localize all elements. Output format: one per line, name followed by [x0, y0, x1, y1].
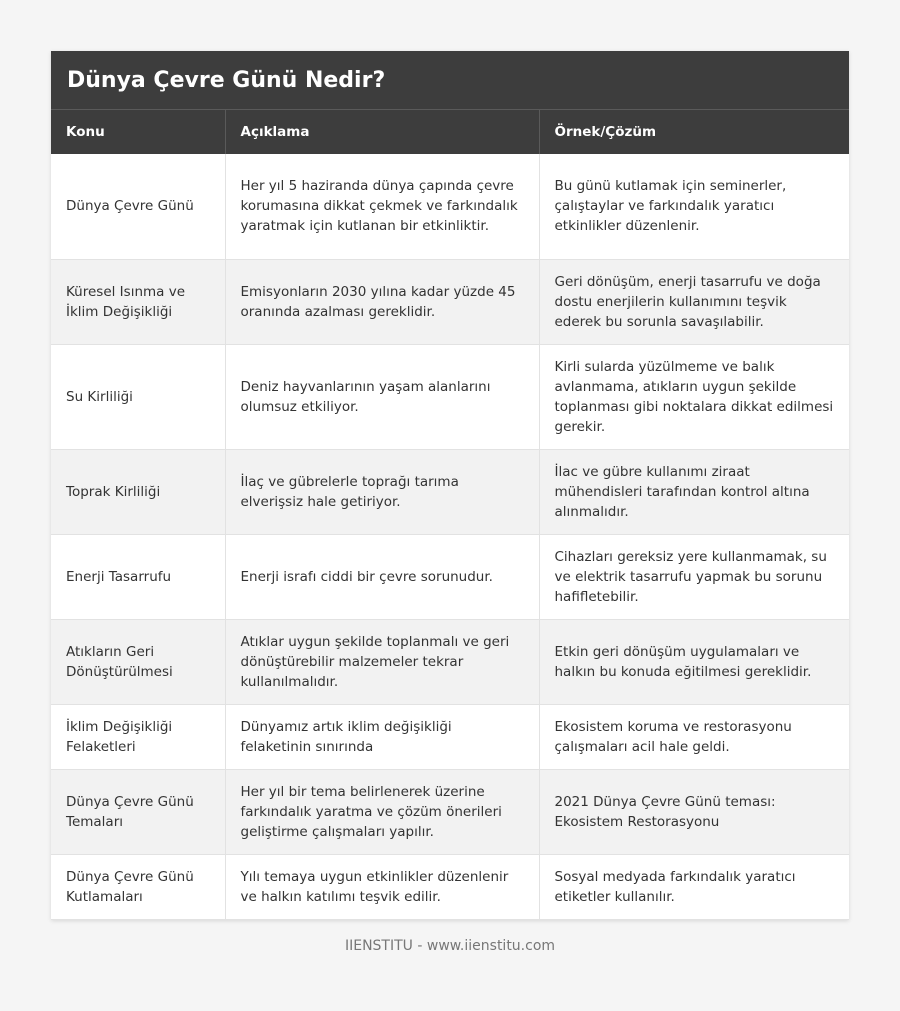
- cell-konu: Atıkların Geri Dönüştürülmesi: [51, 619, 225, 704]
- table-row: [51, 769, 849, 854]
- cell-ornek-cozum: Sosyal medyada farkındalık yaratıcı etiketler kullanılır.: [539, 854, 849, 919]
- table-row: [51, 259, 849, 344]
- cell-ornek-cozum: 2021 Dünya Çevre Günü teması: Ekosistem Restorasyonu: [539, 769, 849, 854]
- cell-konu: Küresel Isınma ve İklim Değişikliği: [51, 259, 225, 344]
- column-header-konu: Konu: [51, 110, 225, 154]
- table-row: [51, 344, 849, 449]
- footer-credit: IIENSTITU - www.iienstitu.com: [344, 938, 556, 954]
- table-row: [51, 534, 849, 619]
- cell-ornek-cozum: Geri dönüşüm, enerji tasarrufu ve doğa dostu enerjilerin kullanımını teşvik ederek bu sorunla savaşılabilir.: [539, 259, 849, 344]
- cell-ornek-cozum: Kirli sularda yüzülmeme ve balık avlanmama, atıkların uygun şekilde toplanması gibi noktalara dikkat edilmesi gerekir.: [539, 344, 849, 449]
- cell-aciklama: Yılı temaya uygun etkinlikler düzenlenir ve halkın katılımı teşvik edilir.: [225, 854, 539, 919]
- cell-aciklama: Her yıl bir tema belirlenerek üzerine farkındalık yaratma ve çözüm önerileri geliştirme çalışmaları yapılır.: [225, 769, 539, 854]
- cell-ornek-cozum: Ekosistem koruma ve restorasyonu çalışmaları acil hale geldi.: [539, 704, 849, 769]
- cell-konu: Dünya Çevre Günü Temaları: [51, 769, 225, 854]
- table-card: [51, 51, 849, 920]
- cell-aciklama: Deniz hayvanlarının yaşam alanlarını olumsuz etkiliyor.: [225, 344, 539, 449]
- page-title: Dünya Çevre Günü Nedir?: [67, 67, 386, 93]
- table-header-row: [51, 110, 849, 154]
- cell-ornek-cozum: Bu günü kutlamak için seminerler, çalıştaylar ve farkındalık yaratıcı etkinlikler düzenlenir.: [539, 154, 849, 259]
- cell-ornek-cozum: İlac ve gübre kullanımı ziraat mühendisleri tarafından kontrol altına alınmalıdır.: [539, 449, 849, 534]
- data-table: [51, 110, 849, 920]
- cell-konu: Su Kirliliği: [51, 344, 225, 449]
- table-row: [51, 854, 849, 919]
- table-row: [51, 619, 849, 704]
- column-header-ornek-cozum: Örnek/Çözüm: [539, 110, 849, 154]
- column-header-aciklama: Açıklama: [225, 110, 539, 154]
- cell-aciklama: Her yıl 5 haziranda dünya çapında çevre korumasına dikkat çekmek ve farkındalık yaratmak için kutlanan bir etkinliktir.: [225, 154, 539, 259]
- cell-konu: İklim Değişikliği Felaketleri: [51, 704, 225, 769]
- cell-aciklama: Dünyamız artık iklim değişikliği felaketinin sınırında: [225, 704, 539, 769]
- table-row: [51, 154, 849, 259]
- cell-konu: Enerji Tasarrufu: [51, 534, 225, 619]
- cell-konu: Dünya Çevre Günü Kutlamaları: [51, 854, 225, 919]
- cell-konu: Toprak Kirliliği: [51, 449, 225, 534]
- title-bar: [51, 51, 849, 110]
- cell-aciklama: Emisyonların 2030 yılına kadar yüzde 45 oranında azalması gereklidir.: [225, 259, 539, 344]
- cell-aciklama: İlaç ve gübrelerle toprağı tarıma elverişsiz hale getiriyor.: [225, 449, 539, 534]
- cell-ornek-cozum: Etkin geri dönüşüm uygulamaları ve halkın bu konuda eğitilmesi gereklidir.: [539, 619, 849, 704]
- cell-aciklama: Enerji israfı ciddi bir çevre sorunudur.: [225, 534, 539, 619]
- table-row: [51, 704, 849, 769]
- cell-konu: Dünya Çevre Günü: [51, 154, 225, 259]
- cell-aciklama: Atıklar uygun şekilde toplanmalı ve geri dönüştürebilir malzemeler tekrar kullanılmalıdır.: [225, 619, 539, 704]
- table-row: [51, 449, 849, 534]
- cell-ornek-cozum: Cihazları gereksiz yere kullanmamak, su ve elektrik tasarrufu yapmak bu sorunu hafifletebilir.: [539, 534, 849, 619]
